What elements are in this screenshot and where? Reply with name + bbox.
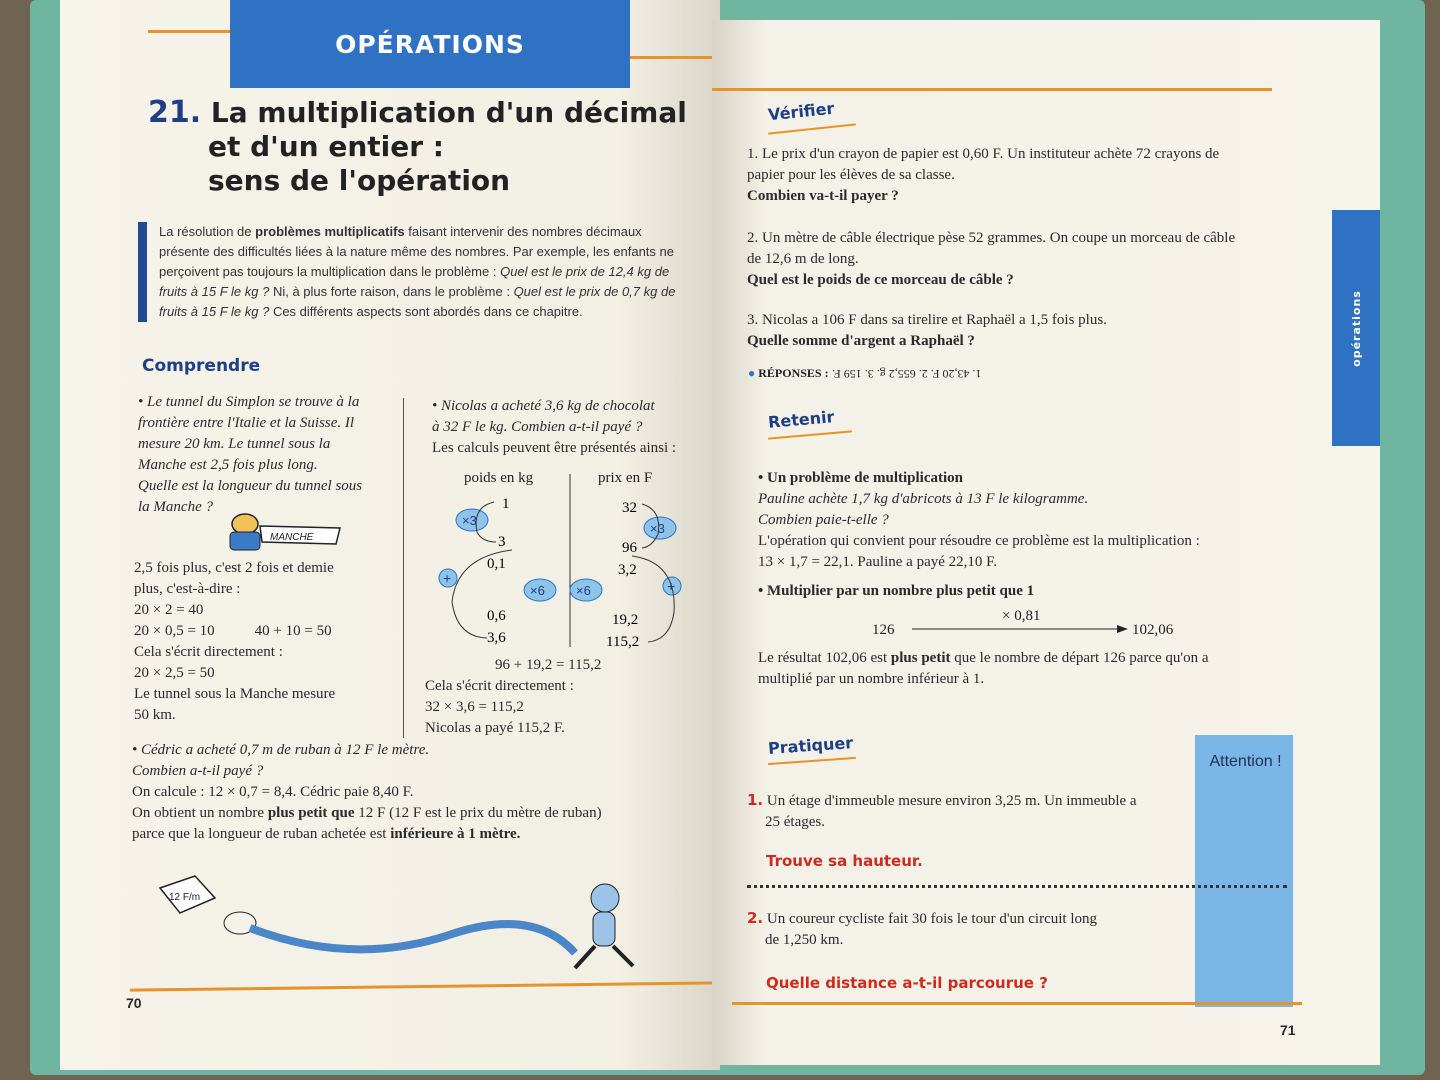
example-tunnel-solution: 2,5 fois plus, c'est 2 fois et demie plus, c'est-à-dire : 20 × 2 = 40 20 × 0,5 = 10 40 + 10 = 50 Cela s'écrit directement : 20 × 2,5 = 50 Le tunnel sous la Manche mesure 50 km. <box>134 560 336 723</box>
attention-box <box>1195 735 1293 1007</box>
section-comprendre: Comprendre <box>142 356 261 376</box>
verifier-q1: 1. Le prix d'un crayon de papier est 0,60 F. Un instituteur achète 72 crayons de papier pour les élèves de sa classe. Combien va-t-il payer ? <box>747 146 1220 204</box>
left-page <box>60 0 720 1070</box>
multiplier-arrow <box>862 606 1182 642</box>
arrow-operator: × 0,81 <box>1002 608 1041 624</box>
lesson-title: 21. La multiplication d'un décimal et d'un entier : sens de l'opération <box>148 95 687 197</box>
section-retenir: Retenir <box>767 407 836 432</box>
pratiquer-underline <box>768 757 856 765</box>
op-plus-left: + <box>443 570 452 586</box>
page-number-left: 70 <box>126 995 142 1011</box>
exercise-1: 1. Un étage d'immeuble mesure environ 3,25 m. Un immeuble a 25 étages. <box>747 791 1137 830</box>
top-rule <box>712 88 1272 91</box>
tunnel-illustration <box>220 502 350 554</box>
price-tag: 12 F/m <box>169 892 201 903</box>
exercise-2: 2. Un coureur cycliste fait 30 fois le tour d'un circuit long de 1,250 km. <box>747 909 1098 948</box>
op-times6-right: ×6 <box>576 583 591 598</box>
col-head-price: prix en F <box>598 470 653 486</box>
right-page <box>712 20 1380 1065</box>
retenir-underline <box>768 430 852 439</box>
intro-text: La résolution de problèmes multiplicatifs faisant intervenir des nombres décimaux présente des difficultés liées à la nature même des nombres. Par exemple, les enfants ne perçoivent pas toujours la multiplication dans le problème : Quel est le prix de 12,4 kg de fruits à 15 F le kg ? Ni, à plus forte raison, dans le problème : Quel est le prix de 0,7 kg de fruits à 15 F le kg ? Ces différents aspects sont abordés dans ce chapitre. <box>138 222 688 322</box>
exercise-1-question: Trouve sa hauteur. <box>766 852 923 870</box>
footer-rule <box>130 981 720 991</box>
verifier-q3: 3. Nicolas a 106 F dans sa tirelire et Raphaël a 1,5 fois plus. Quelle somme d'argent a Raphaël ? <box>747 312 1107 349</box>
price-32: 32 <box>622 500 637 516</box>
exercise-2-question: Quelle distance a-t-il parcourue ? <box>766 974 1048 992</box>
weight-3-6: 3,6 <box>487 630 506 646</box>
weight-1: 1 <box>502 496 510 512</box>
proportion-diagram <box>432 462 692 682</box>
price-96: 96 <box>622 540 637 556</box>
arrow-end: 102,06 <box>1132 622 1174 638</box>
col-head-weight: poids en kg <box>464 470 534 486</box>
arrow-start: 126 <box>872 622 895 638</box>
price-3-2: 3,2 <box>618 562 637 578</box>
section-pratiquer: Pratiquer <box>767 733 854 758</box>
bottom-rule <box>732 1002 1302 1005</box>
weight-3: 3 <box>498 534 506 550</box>
page-number-right: 71 <box>1280 1022 1296 1038</box>
op-plus-right: + <box>667 578 676 594</box>
price-19-2: 19,2 <box>612 612 639 628</box>
weight-0-6: 0,6 <box>487 608 506 624</box>
op-times6-left: ×6 <box>530 583 545 598</box>
op-times3-left: ×3 <box>462 513 477 528</box>
chapter-side-tab: opérations <box>1332 210 1380 446</box>
column-divider <box>403 398 404 738</box>
verifier-q2: 2. Un mètre de câble électrique pèse 52 grammes. On coupe un morceau de câble de 12,6 m de long. Quel est le poids de ce morceau de câble ? <box>747 230 1236 288</box>
example-tunnel: • Le tunnel du Simplon se trouve à la frontière entre l'Italie et la Suisse. Il mesure 20 km. Le tunnel sous la Manche est 2,5 fois plus long. Quelle est la longueur du tunnel sous la Manche ? <box>138 394 363 515</box>
header-rule-left <box>148 30 233 33</box>
price-115-2: 115,2 <box>606 634 640 650</box>
retenir-conclusion: Le résultat 102,06 est plus petit que le nombre de départ 126 parce qu'on a multiplié par un nombre inférieur à 1. <box>758 650 1209 687</box>
chapter-header: OPÉRATIONS <box>230 0 630 88</box>
answers-line: ● RÉPONSES : 1. 43,20 F. 2. 655,2 g. 3. 159 F. <box>748 366 982 381</box>
retenir-block: • Un problème de multiplication Pauline achète 1,7 kg d'abricots à 13 F le kilogramme. Combien paie-t-elle ? L'opération qui convient pour résoudre ce problème est la multiplication : 13 × 1,7 = 22,1. Pauline a payé 22,10 F. • Multiplier par un nombre plus petit que 1 <box>758 470 1200 599</box>
op-times3-right: ×3 <box>650 521 665 536</box>
manche-sign: MANCHE <box>270 532 314 543</box>
weight-0-1: 0,1 <box>487 556 506 572</box>
verifier-underline <box>768 123 856 134</box>
dotted-separator <box>747 885 1287 888</box>
example-chocolate-solution: 96 + 19,2 = 115,2 Cela s'écrit directement : 32 × 3,6 = 115,2 Nicolas a payé 115,2 F. <box>425 657 602 736</box>
example-ribbon: • Cédric a acheté 0,7 m de ruban à 12 F le mètre. Combien a-t-il payé ? On calcule : 12 × 0,7 = 8,4. Cédric paie 8,40 F. On obtient un nombre plus petit que 12 F (12 F est le prix du mètre de ruban) parce que la longueur de ruban achetée est inférieure à 1 mètre. <box>132 742 602 842</box>
header-rule-right <box>630 56 720 59</box>
section-verifier: Vérifier <box>767 98 836 125</box>
example-chocolate: • Nicolas a acheté 3,6 kg de chocolat à 32 F le kg. Combien a-t-il payé ? Les calculs peuvent être présentés ainsi : <box>432 398 677 456</box>
attention-label: Attention ! <box>1209 753 1282 770</box>
ribbon-illustration <box>155 858 675 978</box>
answers-upside-down: 1. 43,20 F. 2. 655,2 g. 3. 159 F. <box>831 367 982 381</box>
